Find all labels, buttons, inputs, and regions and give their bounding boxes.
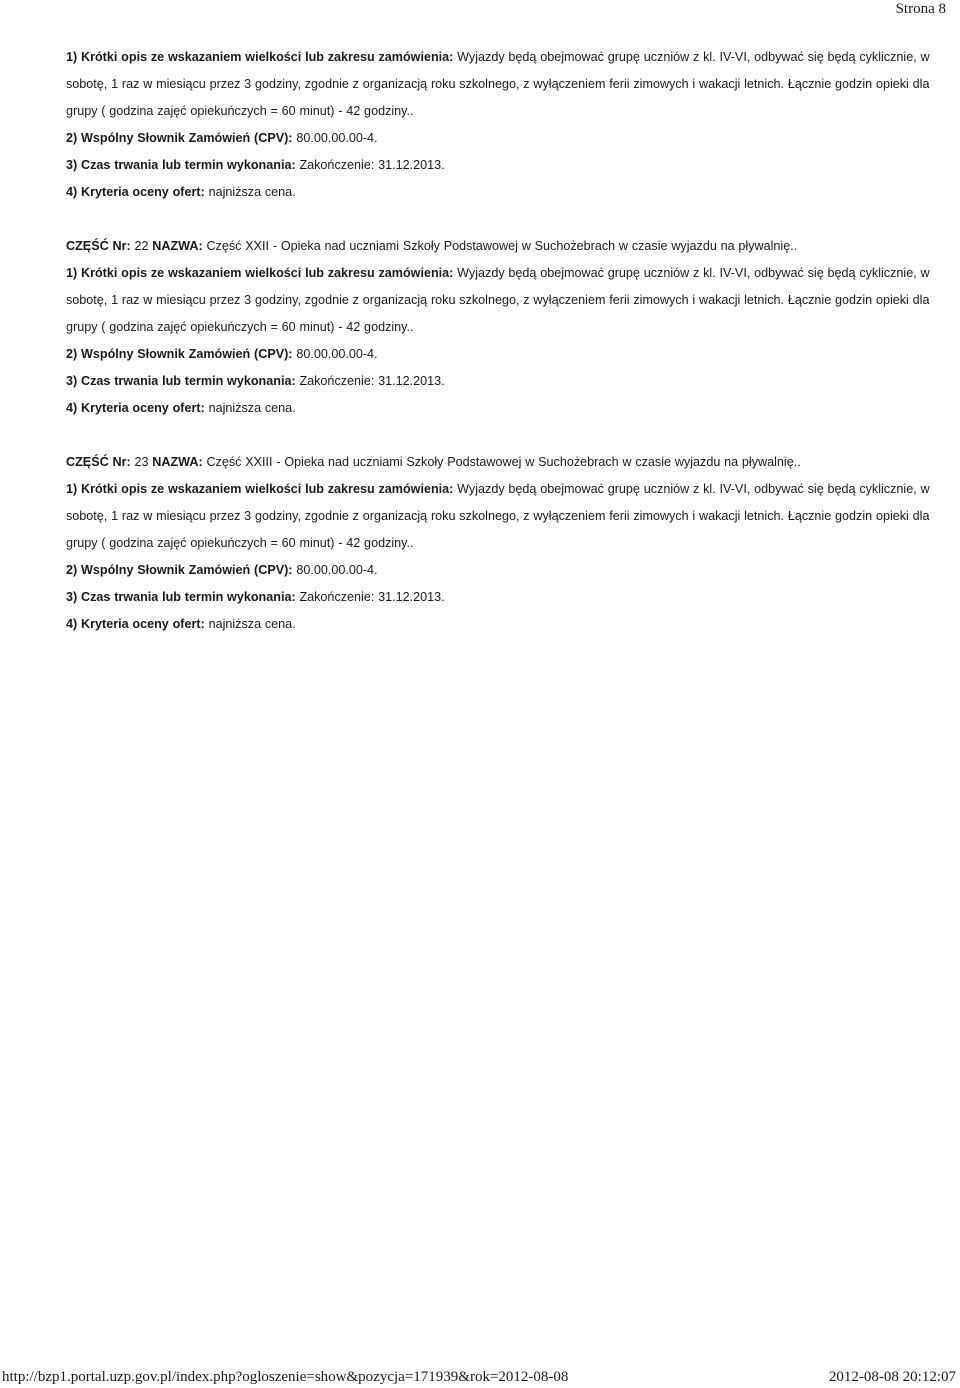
part-22-block <box>66 233 942 422</box>
page-footer <box>0 1368 960 1388</box>
part-number: 23 <box>130 455 153 469</box>
criteria-label: 4) Kryteria oceny ofert: <box>66 185 205 199</box>
cpv-value: 80.00.00.00-4. <box>292 563 378 577</box>
cpv-line <box>66 557 942 584</box>
cpv-label: 2) Wspólny Słownik Zamówień (CPV): <box>66 563 293 577</box>
cpv-label: 2) Wspólny Słownik Zamówień (CPV): <box>66 347 293 361</box>
part-23-block <box>66 449 942 638</box>
description-label: 1) Krótki opis ze wskazaniem wielkości lub zakresu zamówienia: <box>66 266 454 280</box>
criteria-line <box>66 179 942 206</box>
cpv-value: 80.00.00.00-4. <box>292 347 378 361</box>
cpv-value: 80.00.00.00-4. <box>292 131 378 145</box>
description-text: Wyjazdy będą obejmować grupę uczniów z kl. IV-VI, odbywać się będą cyklicznie, w sobotę, 1 raz w miesiącu przez 3 godziny, zgodnie z organizacją roku szkolnego, z wyłączeniem ferii zimowych i wakacji letnich. Łącznie godzin opieki dla grupy ( godzina zajęć opiekuńczych = 60 minut) - 42 godziny.. <box>66 266 930 334</box>
part-header <box>66 233 942 260</box>
description-paragraph <box>66 260 942 341</box>
footer-url-link[interactable]: http://bzp1.portal.uzp.gov.pl/index.php?ogloszenie=show&pozycja=171939&rok=2012-08-08 <box>2 1369 569 1385</box>
term-label: 3) Czas trwania lub termin wykonania: <box>66 590 296 604</box>
part-name: Część XXIII - Opieka nad uczniami Szkoły Podstawowej w Suchożebrach w czasie wyjazdu na pływalnię.. <box>202 455 801 469</box>
description-text: Wyjazdy będą obejmować grupę uczniów z kl. IV-VI, odbywać się będą cyklicznie, w sobotę, 1 raz w miesiącu przez 3 godziny, zgodnie z organizacją roku szkolnego, z wyłączeniem ferii zimowych i wakacji letnich. Łącznie godzin opieki dla grupy ( godzina zajęć opiekuńczych = 60 minut) - 42 godziny.. <box>66 482 930 550</box>
description-label: 1) Krótki opis ze wskazaniem wielkości lub zakresu zamówienia: <box>66 50 454 64</box>
criteria-line <box>66 611 942 638</box>
footer-datetime: 2012-08-08 20:12:07 <box>828 1369 956 1385</box>
term-line <box>66 152 942 179</box>
criteria-value: najniższa cena. <box>204 617 296 631</box>
part-header <box>66 449 942 476</box>
description-paragraph <box>66 44 942 125</box>
part-label: CZĘŚĆ Nr: <box>66 239 131 253</box>
document-body <box>66 44 942 638</box>
cpv-line <box>66 125 942 152</box>
page-number: Strona 8 <box>895 1 946 17</box>
intro-block <box>66 44 942 206</box>
description-text: Wyjazdy będą obejmować grupę uczniów z kl. IV-VI, odbywać się będą cyklicznie, w sobotę, 1 raz w miesiącu przez 3 godziny, zgodnie z organizacją roku szkolnego, z wyłączeniem ferii zimowych i wakacji letnich. Łącznie godzin opieki dla grupy ( godzina zajęć opiekuńczych = 60 minut) - 42 godziny.. <box>66 50 930 118</box>
term-value: Zakończenie: 31.12.2013. <box>295 590 445 604</box>
criteria-value: najniższa cena. <box>204 401 296 415</box>
term-label: 3) Czas trwania lub termin wykonania: <box>66 374 296 388</box>
criteria-label: 4) Kryteria oceny ofert: <box>66 617 205 631</box>
description-paragraph <box>66 476 942 557</box>
criteria-line <box>66 395 942 422</box>
cpv-label: 2) Wspólny Słownik Zamówień (CPV): <box>66 131 293 145</box>
part-name-label: NAZWA: <box>152 455 203 469</box>
term-line <box>66 584 942 611</box>
cpv-line <box>66 341 942 368</box>
term-value: Zakończenie: 31.12.2013. <box>295 158 445 172</box>
part-label: CZĘŚĆ Nr: <box>66 455 131 469</box>
criteria-value: najniższa cena. <box>204 185 296 199</box>
term-value: Zakończenie: 31.12.2013. <box>295 374 445 388</box>
part-number: 22 <box>130 239 153 253</box>
part-name: Część XXII - Opieka nad uczniami Szkoły Podstawowej w Suchożebrach w czasie wyjazdu na pływalnię.. <box>202 239 798 253</box>
term-line <box>66 368 942 395</box>
criteria-label: 4) Kryteria oceny ofert: <box>66 401 205 415</box>
term-label: 3) Czas trwania lub termin wykonania: <box>66 158 296 172</box>
part-name-label: NAZWA: <box>152 239 203 253</box>
description-label: 1) Krótki opis ze wskazaniem wielkości lub zakresu zamówienia: <box>66 482 454 496</box>
